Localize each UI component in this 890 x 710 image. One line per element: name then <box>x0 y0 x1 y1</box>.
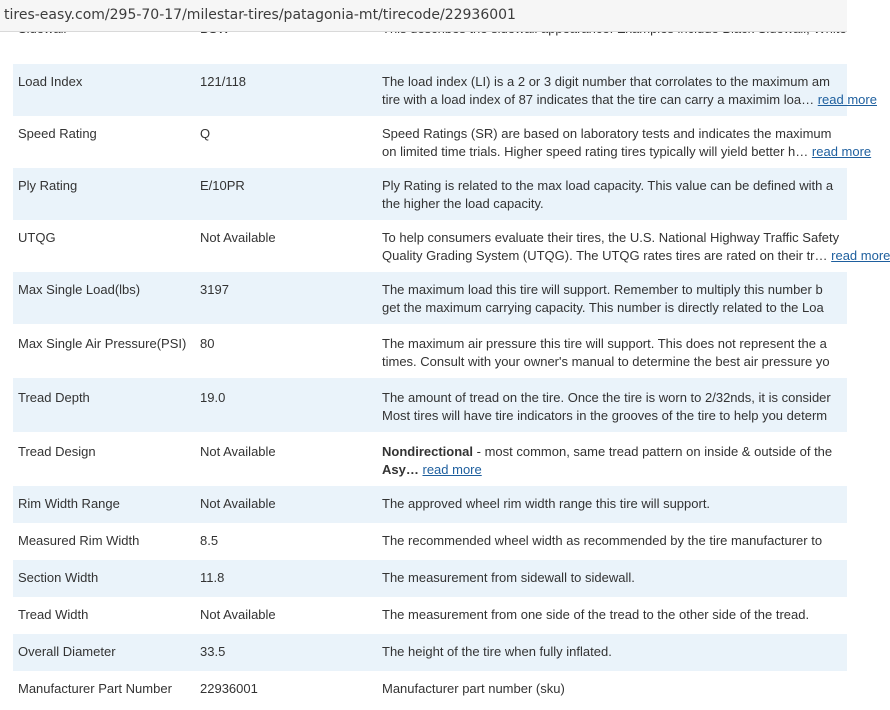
spec-value: Not Available <box>200 444 276 459</box>
spec-label: Manufacturer Part Number <box>18 681 172 696</box>
spec-description: The measurement from one side of the tread to the other side of the tread. <box>382 607 810 622</box>
spec-label: Section Width <box>18 570 99 585</box>
table-row <box>13 168 847 220</box>
table-row <box>13 116 872 168</box>
spec-label: Max Single Air Pressure(PSI) <box>18 336 187 351</box>
table-row <box>13 378 847 432</box>
read-more-link[interactable]: read more <box>422 462 482 477</box>
table-row <box>13 597 847 634</box>
spec-description: Manufacturer part number (sku) <box>382 681 565 696</box>
spec-value: 33.5 <box>200 644 226 659</box>
url-text[interactable]: tires-easy.com/295-70-17/milestar-tires/patagonia-mt/tirecode/22936001 <box>4 7 516 23</box>
spec-description: The amount of tread on the tire. Once the tire is worn to 2/32nds, it is consider Most tires will have tire indicators in the grooves of the tire to help you determ <box>382 390 831 423</box>
table-row <box>13 432 847 486</box>
tire-specs-table <box>0 32 890 710</box>
spec-label: Ply Rating <box>18 178 78 193</box>
spec-description: Speed Ratings (SR) are based on laboratory tests and indicates the maximum on limited time trials. Higher speed rating tires typically will yield better h… read more <box>382 126 872 159</box>
table-row <box>13 634 847 671</box>
spec-label: Tread Design <box>18 444 96 459</box>
spec-description: The maximum load this tire will support. Remember to multiply this number b get the maximum carrying capacity. This number is directly related to the Loa <box>382 282 824 315</box>
spec-value: Not Available <box>200 496 276 511</box>
spec-value: 8.5 <box>200 533 219 548</box>
table-row <box>13 324 847 378</box>
spec-value: Q <box>200 126 211 141</box>
spec-value: Not Available <box>200 230 276 245</box>
read-more-link[interactable]: read more <box>817 92 877 107</box>
spec-label: Measured Rim Width <box>18 533 140 548</box>
spec-description: Nondirectional - most common, same tread pattern on inside & outside of the Asy… read more <box>382 444 833 477</box>
spec-value: E/10PR <box>200 178 245 193</box>
table-row <box>13 64 877 116</box>
table-row <box>13 486 847 523</box>
spec-label: Tread Width <box>18 607 89 622</box>
read-more-link[interactable]: read more <box>831 248 890 263</box>
spec-value: 121/118 <box>200 74 247 89</box>
spec-label: Overall Diameter <box>18 644 116 659</box>
spec-label: Max Single Load(lbs) <box>18 282 141 297</box>
spec-description: To help consumers evaluate their tires, the U.S. National Highway Traffic Safety Quality Grading System (UTQG). The UTQG rates tires are rated on their tr… read more <box>382 230 890 263</box>
spec-description: The approved wheel rim width range this tire will support. <box>382 496 711 511</box>
spec-description: The maximum air pressure this tire will support. This does not represent the a times. Consult with your owner's manual to determine the best air pressure yo <box>382 336 830 369</box>
table-row <box>13 220 890 272</box>
table-row <box>13 671 847 708</box>
spec-label: Speed Rating <box>18 126 97 141</box>
spec-label: Load Index <box>18 74 83 89</box>
spec-label: UTQG <box>18 230 56 245</box>
spec-value: Not Available <box>200 607 276 622</box>
spec-value: 22936001 <box>200 681 258 696</box>
spec-description: The measurement from sidewall to sidewall. <box>382 570 635 585</box>
spec-description: Ply Rating is related to the max load capacity. This value can be defined with a the higher the load capacity. <box>382 178 834 211</box>
spec-description: The load index (LI) is a 2 or 3 digit number that corrolates to the maximum am tire with a load index of 87 indicates that the tire can carry a maximim loa… read more <box>382 74 877 107</box>
table-row <box>13 560 847 597</box>
spec-label: Rim Width Range <box>18 496 120 511</box>
table-row <box>13 272 847 324</box>
spec-description: The recommended wheel width as recommended by the tire manufacturer to <box>382 533 823 548</box>
spec-value: 19.0 <box>200 390 226 405</box>
address-bar[interactable] <box>0 0 847 32</box>
spec-label: Tread Depth <box>18 390 90 405</box>
spec-value: 80 <box>200 336 215 351</box>
spec-value: 3197 <box>200 282 229 297</box>
spec-description: The height of the tire when fully inflated. <box>382 644 612 659</box>
table-row <box>13 523 847 560</box>
read-more-link[interactable]: read more <box>811 144 872 159</box>
spec-value: 11.8 <box>200 570 225 585</box>
